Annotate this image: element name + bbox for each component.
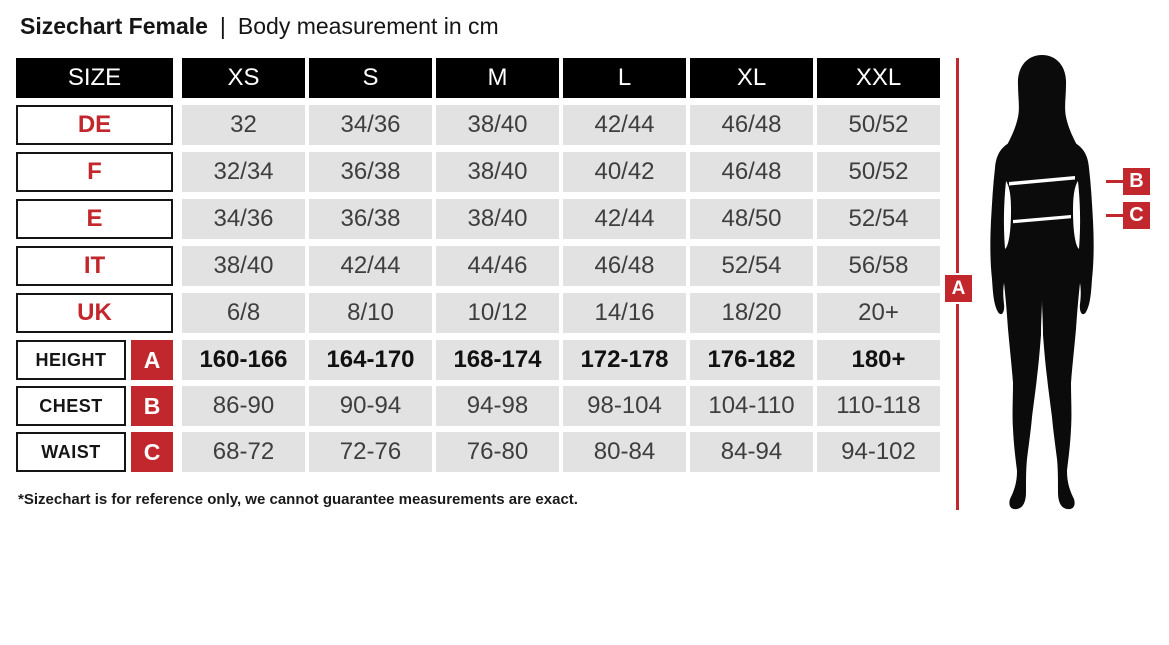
title-subtitle: Body measurement in cm	[237, 13, 499, 39]
value-cell: 42/44	[309, 246, 432, 286]
footnote: *Sizechart is for reference only, we cannot guarantee measurements are exact.	[18, 491, 578, 508]
value-cell: 46/48	[690, 152, 813, 192]
value-cell: 68-72	[182, 432, 305, 472]
column-header-m: M	[436, 58, 559, 98]
chest-label-group	[16, 386, 173, 426]
waist-pointer-line	[1106, 214, 1124, 217]
value-cell: 38/40	[182, 246, 305, 286]
value-cell: 18/20	[690, 293, 813, 333]
marker-c-badge: C	[131, 432, 173, 472]
marker-b-badge: B	[131, 386, 173, 426]
value-cell: 176-182	[690, 340, 813, 380]
value-cell: 94-102	[817, 432, 940, 472]
value-cell: 38/40	[436, 105, 559, 145]
table-row-uk	[16, 293, 944, 333]
column-header-l: L	[563, 58, 686, 98]
value-cell: 94-98	[436, 386, 559, 426]
value-cell: 160-166	[182, 340, 305, 380]
value-cell: 84-94	[690, 432, 813, 472]
region-label-uk: UK	[16, 293, 173, 333]
value-cell: 38/40	[436, 152, 559, 192]
value-cell: 36/38	[309, 152, 432, 192]
region-label-it: IT	[16, 246, 173, 286]
value-cell: 32/34	[182, 152, 305, 192]
table-row-e	[16, 199, 944, 239]
value-cell: 50/52	[817, 152, 940, 192]
figure-marker-c: C	[1123, 202, 1150, 229]
value-cell: 104-110	[690, 386, 813, 426]
value-cell: 42/44	[563, 105, 686, 145]
title-main: Sizechart Female	[20, 13, 208, 39]
waist-label: WAIST	[16, 432, 126, 472]
value-cell: 40/42	[563, 152, 686, 192]
value-cell: 48/50	[690, 199, 813, 239]
chest-pointer-line	[1106, 180, 1124, 183]
region-label-e: E	[16, 199, 173, 239]
height-label: HEIGHT	[16, 340, 126, 380]
value-cell: 180+	[817, 340, 940, 380]
column-header-xs: XS	[182, 58, 305, 98]
value-cell: 46/48	[690, 105, 813, 145]
column-header-xxl: XXL	[817, 58, 940, 98]
column-header-xl: XL	[690, 58, 813, 98]
value-cell: 52/54	[690, 246, 813, 286]
table-row-height	[16, 340, 944, 380]
height-label-group	[16, 340, 173, 380]
value-cell: 14/16	[563, 293, 686, 333]
value-cell: 50/52	[817, 105, 940, 145]
table-row-chest	[16, 386, 944, 426]
title-separator: |	[219, 13, 226, 39]
column-header-s: S	[309, 58, 432, 98]
region-label-f: F	[16, 152, 173, 192]
value-cell: 80-84	[563, 432, 686, 472]
value-cell: 34/36	[182, 199, 305, 239]
value-cell: 72-76	[309, 432, 432, 472]
value-cell: 172-178	[563, 340, 686, 380]
table-header-row	[16, 58, 944, 98]
value-cell: 32	[182, 105, 305, 145]
size-header-cell: SIZE	[16, 58, 173, 98]
female-silhouette	[985, 55, 1115, 513]
value-cell: 164-170	[309, 340, 432, 380]
waist-label-group	[16, 432, 173, 472]
figure-marker-b: B	[1123, 168, 1150, 195]
marker-a-badge: A	[131, 340, 173, 380]
value-cell: 46/48	[563, 246, 686, 286]
value-cell: 90-94	[309, 386, 432, 426]
table-row-f	[16, 152, 944, 192]
value-cell: 52/54	[817, 199, 940, 239]
value-cell: 42/44	[563, 199, 686, 239]
value-cell: 34/36	[309, 105, 432, 145]
value-cell: 10/12	[436, 293, 559, 333]
chest-label: CHEST	[16, 386, 126, 426]
value-cell: 98-104	[563, 386, 686, 426]
page-title	[20, 13, 499, 40]
value-cell: 38/40	[436, 199, 559, 239]
table-row-it	[16, 246, 944, 286]
value-cell: 8/10	[309, 293, 432, 333]
figure-marker-a: A	[943, 273, 974, 304]
value-cell: 86-90	[182, 386, 305, 426]
value-cell: 6/8	[182, 293, 305, 333]
sizechart-table	[16, 58, 944, 478]
value-cell: 168-174	[436, 340, 559, 380]
value-cell: 110-118	[817, 386, 940, 426]
table-row-waist	[16, 432, 944, 472]
value-cell: 76-80	[436, 432, 559, 472]
value-cell: 44/46	[436, 246, 559, 286]
region-label-de: DE	[16, 105, 173, 145]
value-cell: 36/38	[309, 199, 432, 239]
table-row-de	[16, 105, 944, 145]
value-cell: 20+	[817, 293, 940, 333]
value-cell: 56/58	[817, 246, 940, 286]
